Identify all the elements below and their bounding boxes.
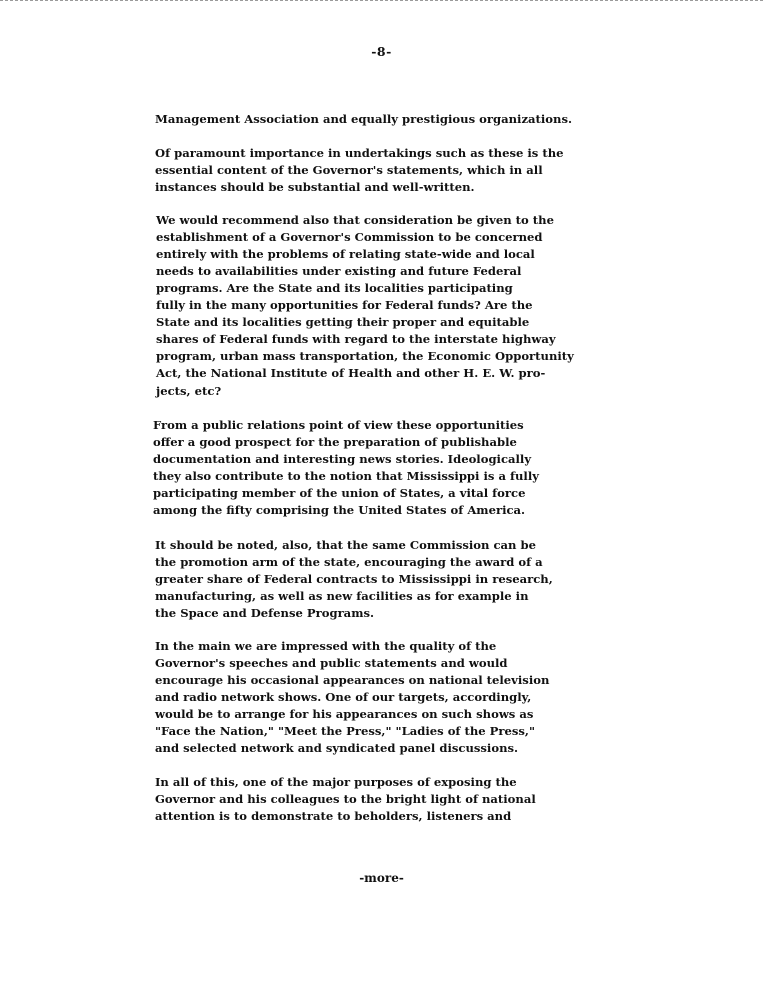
page-number: -8- — [371, 44, 392, 59]
text-line: Act, the National Institute of Health and other H. E. W. pro- — [156, 366, 546, 381]
text-line: program, urban mass transportation, the Economic Opportunity — [156, 349, 574, 364]
text-line: the Space and Defense Programs. — [155, 606, 375, 621]
text-line: attention is to demonstrate to beholders, listeners and — [155, 809, 512, 824]
text-line: fully in the many opportunities for Federal funds? Are the — [156, 298, 533, 313]
text-line: the promotion arm of the state, encouraging the award of a — [155, 555, 543, 570]
text-line: manufacturing, as well as new facilities as for example in — [155, 589, 529, 604]
text-line: State and its localities getting their proper and equitable — [156, 315, 530, 330]
text-line: entirely with the problems of relating state-wide and local — [156, 247, 535, 262]
text-line: and radio network shows. One of our targets, accordingly, — [155, 690, 532, 705]
text-line: documentation and interesting news stories. Ideologically — [153, 452, 532, 467]
text-line: We would recommend also that consideration be given to the — [156, 213, 554, 227]
text-line: jects, etc? — [156, 383, 222, 398]
text-line: In the main we are impressed with the quality of the — [155, 639, 497, 653]
text-line: they also contribute to the notion that Mississippi is a fully — [153, 469, 539, 484]
text-line: Management Association and equally prestigious organizations. — [155, 112, 573, 126]
text-line: would be to arrange for his appearances on such shows as — [155, 707, 534, 722]
text-line: participating member of the union of States, a vital force — [153, 486, 526, 501]
text-line: essential content of the Governor's statements, which in all — [155, 163, 543, 178]
text-line: shares of Federal funds with regard to the interstate highway — [156, 332, 556, 347]
text-line: programs. Are the State and its localities participating — [156, 281, 513, 296]
text-line: encourage his occasional appearances on national television — [155, 673, 550, 688]
text-line: establishment of a Governor's Commission to be concerned — [156, 230, 543, 245]
text-line: greater share of Federal contracts to Mississippi in research, — [155, 572, 553, 587]
text-line: In all of this, one of the major purposes of exposing the — [155, 775, 517, 789]
text-line: among the fifty comprising the United States of America. — [153, 503, 526, 518]
text-line: instances should be substantial and well-written. — [155, 180, 475, 195]
top-dashed-rule — [0, 0, 763, 1]
text-line: It should be noted, also, that the same Commission can be — [155, 538, 537, 552]
continuation-marker: -more- — [359, 871, 404, 885]
text-line: Governor's speeches and public statements and would — [155, 656, 508, 671]
text-line: needs to availabilities under existing and future Federal — [156, 264, 522, 279]
text-line: From a public relations point of view these opportunities — [153, 418, 524, 432]
text-line: Governor and his colleagues to the bright light of national — [155, 792, 536, 807]
text-line: offer a good prospect for the preparation of publishable — [153, 435, 517, 450]
text-line: and selected network and syndicated panel discussions. — [155, 741, 519, 756]
text-line: "Face the Nation," "Meet the Press," "Ladies of the Press," — [155, 724, 535, 739]
text-line: Of paramount importance in undertakings such as these is the — [155, 146, 564, 160]
